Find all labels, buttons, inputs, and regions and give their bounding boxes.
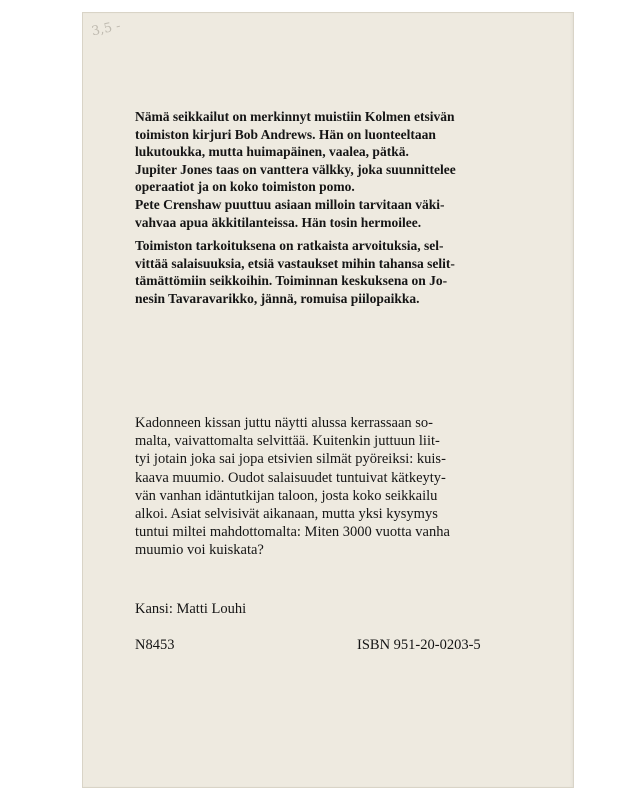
isbn: ISBN 951-20-0203-5 [357,637,481,653]
product-code: N8453 [135,637,175,653]
handwritten-pencil-mark: 3,5 - [90,18,122,40]
cover-credit: Kansi: Matti Louhi [135,601,247,617]
intro-paragraph-1 [135,108,555,231]
intro-paragraph-1-text: Nämä seikkailut on merkinnyt muistiin Kolmen etsivän toimiston kirjuri Bob Andrews. Hän on luonteeltaan lukutoukka, mutta huimapäinen, vaalea, pätkä. Jupiter Jones taas on vanttera välkky, joka suunnittelee operaatiot ja on koko toimiston pomo. Pete Crenshaw puuttuu asiaan milloin tarvitaan väki- vahvaa apua äkkitilanteissa. Hän tosin hermoilee. [135,109,456,230]
book-blurb [135,414,555,560]
book-blurb-text: Kadonneen kissan juttu näytti alussa kerrassaan so- malta, vaivattomalta selvittää. Kuitenkin juttuun liit- tyi jotain joka sai jopa etsivien silmät pyöreiksi: kuis- kaava muumio. Oudot salaisuudet tuntuivat kätkeyty- vän vanhan idäntutkijan taloon, josta koko seikkailu alkoi. Asiat selvisivät aikanaan, mutta yksi kysymys tuntui miltei mahdottomalta: Miten 3000 vuotta vanha muumio voi kuiskata? [135,415,450,559]
intro-paragraph-2 [135,237,555,307]
intro-paragraph-2-text: Toimiston tarkoituksena on ratkaista arvoituksia, sel- vittää salaisuuksia, etsiä vastaukset mihin tahansa selit- tämättömiin seikkoihin. Toiminnan keskuksena on Jo- nesin Tavaravarikko, jännä, romuisa piilopaikka. [135,238,455,306]
